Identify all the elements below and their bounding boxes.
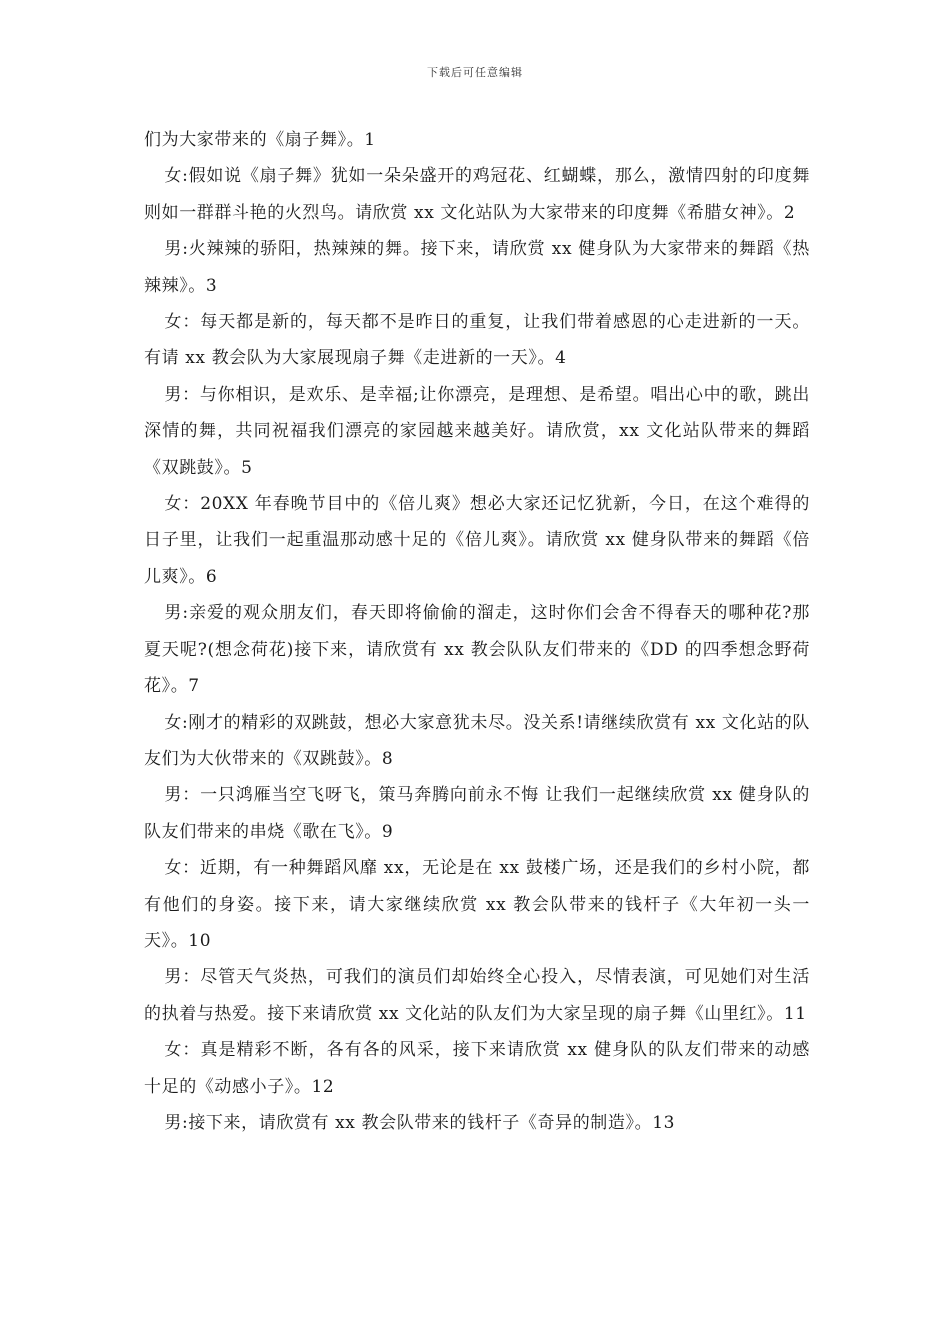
paragraph: 男：尽管天气炎热，可我们的演员们却始终全心投入，尽情表演，可见她们对生活的执着与热爱。接下来请欣赏 xx 文化站的队友们为大家呈现的扇子舞《山里红》。11 <box>144 967 810 1024</box>
paragraph: 男：一只鸿雁当空飞呀飞，策马奔腾向前永不悔 让我们一起继续欣赏 xx 健身队的队友们带来的串烧《歌在飞》。9 <box>144 785 810 842</box>
paragraph: 女：20XX 年春晚节目中的《倍儿爽》想必大家还记忆犹新，今日，在这个难得的日子里，让我们一起重温那动感十足的《倍儿爽》。请欣赏 xx 健身队带来的舞蹈《倍儿爽》。6 <box>144 494 810 587</box>
paragraph: 们为大家带来的《扇子舞》。1 <box>144 130 376 150</box>
paragraph: 男:火辣辣的骄阳，热辣辣的舞。接下来，请欣赏 xx 健身队为大家带来的舞蹈《热辣辣》。3 <box>144 239 810 296</box>
paragraph: 男:接下来，请欣赏有 xx 教会队带来的钱杆子《奇异的制造》。13 <box>164 1112 676 1133</box>
paragraph: 女：每天都是新的，每天都不是昨日的重复，让我们带着感恩的心走进新的一天。有请 xx 教会队为大家展现扇子舞《走进新的一天》。4 <box>144 312 810 369</box>
paragraph: 女：近期，有一种舞蹈风靡 xx，无论是在 xx 鼓楼广场，还是我们的乡村小院，都有他们的身姿。接下来，请大家继续欣赏 xx 教会队带来的钱杆子《大年初一头一天》。10 <box>144 858 810 951</box>
paragraph: 女:假如说《扇子舞》犹如一朵朵盛开的鸡冠花、红蝴蝶，那么，激情四射的印度舞则如一群群斗艳的火烈鸟。请欣赏 xx 文化站队为大家带来的印度舞《希腊女神》。2 <box>144 166 810 223</box>
paragraph: 男：与你相识，是欢乐、是幸福;让你漂亮，是理想、是希望。唱出心中的歌，跳出深情的舞，共同祝福我们漂亮的家园越来越美好。请欣赏，xx 文化站队带来的舞蹈《双跳鼓》。5 <box>144 384 810 478</box>
page-header: 下载后可任意编辑 <box>427 66 523 79</box>
paragraph: 男:亲爱的观众朋友们，春天即将偷偷的溜走，这时你们会舍不得春天的哪种花?那夏天呢?(想念荷花)接下来，请欣赏有 xx 教会队队友们带来的《DD 的四季想念野荷花》。7 <box>144 603 810 697</box>
paragraph: 女：真是精彩不断，各有各的风采，接下来请欣赏 xx 健身队的队友们带来的动感十足的《动感小子》。12 <box>144 1040 810 1097</box>
document-body <box>144 122 810 1141</box>
paragraph: 女:刚才的精彩的双跳鼓，想必大家意犹未尽。没关系!请继续欣赏有 xx 文化站的队友们为大伙带来的《双跳鼓》。8 <box>144 712 810 769</box>
